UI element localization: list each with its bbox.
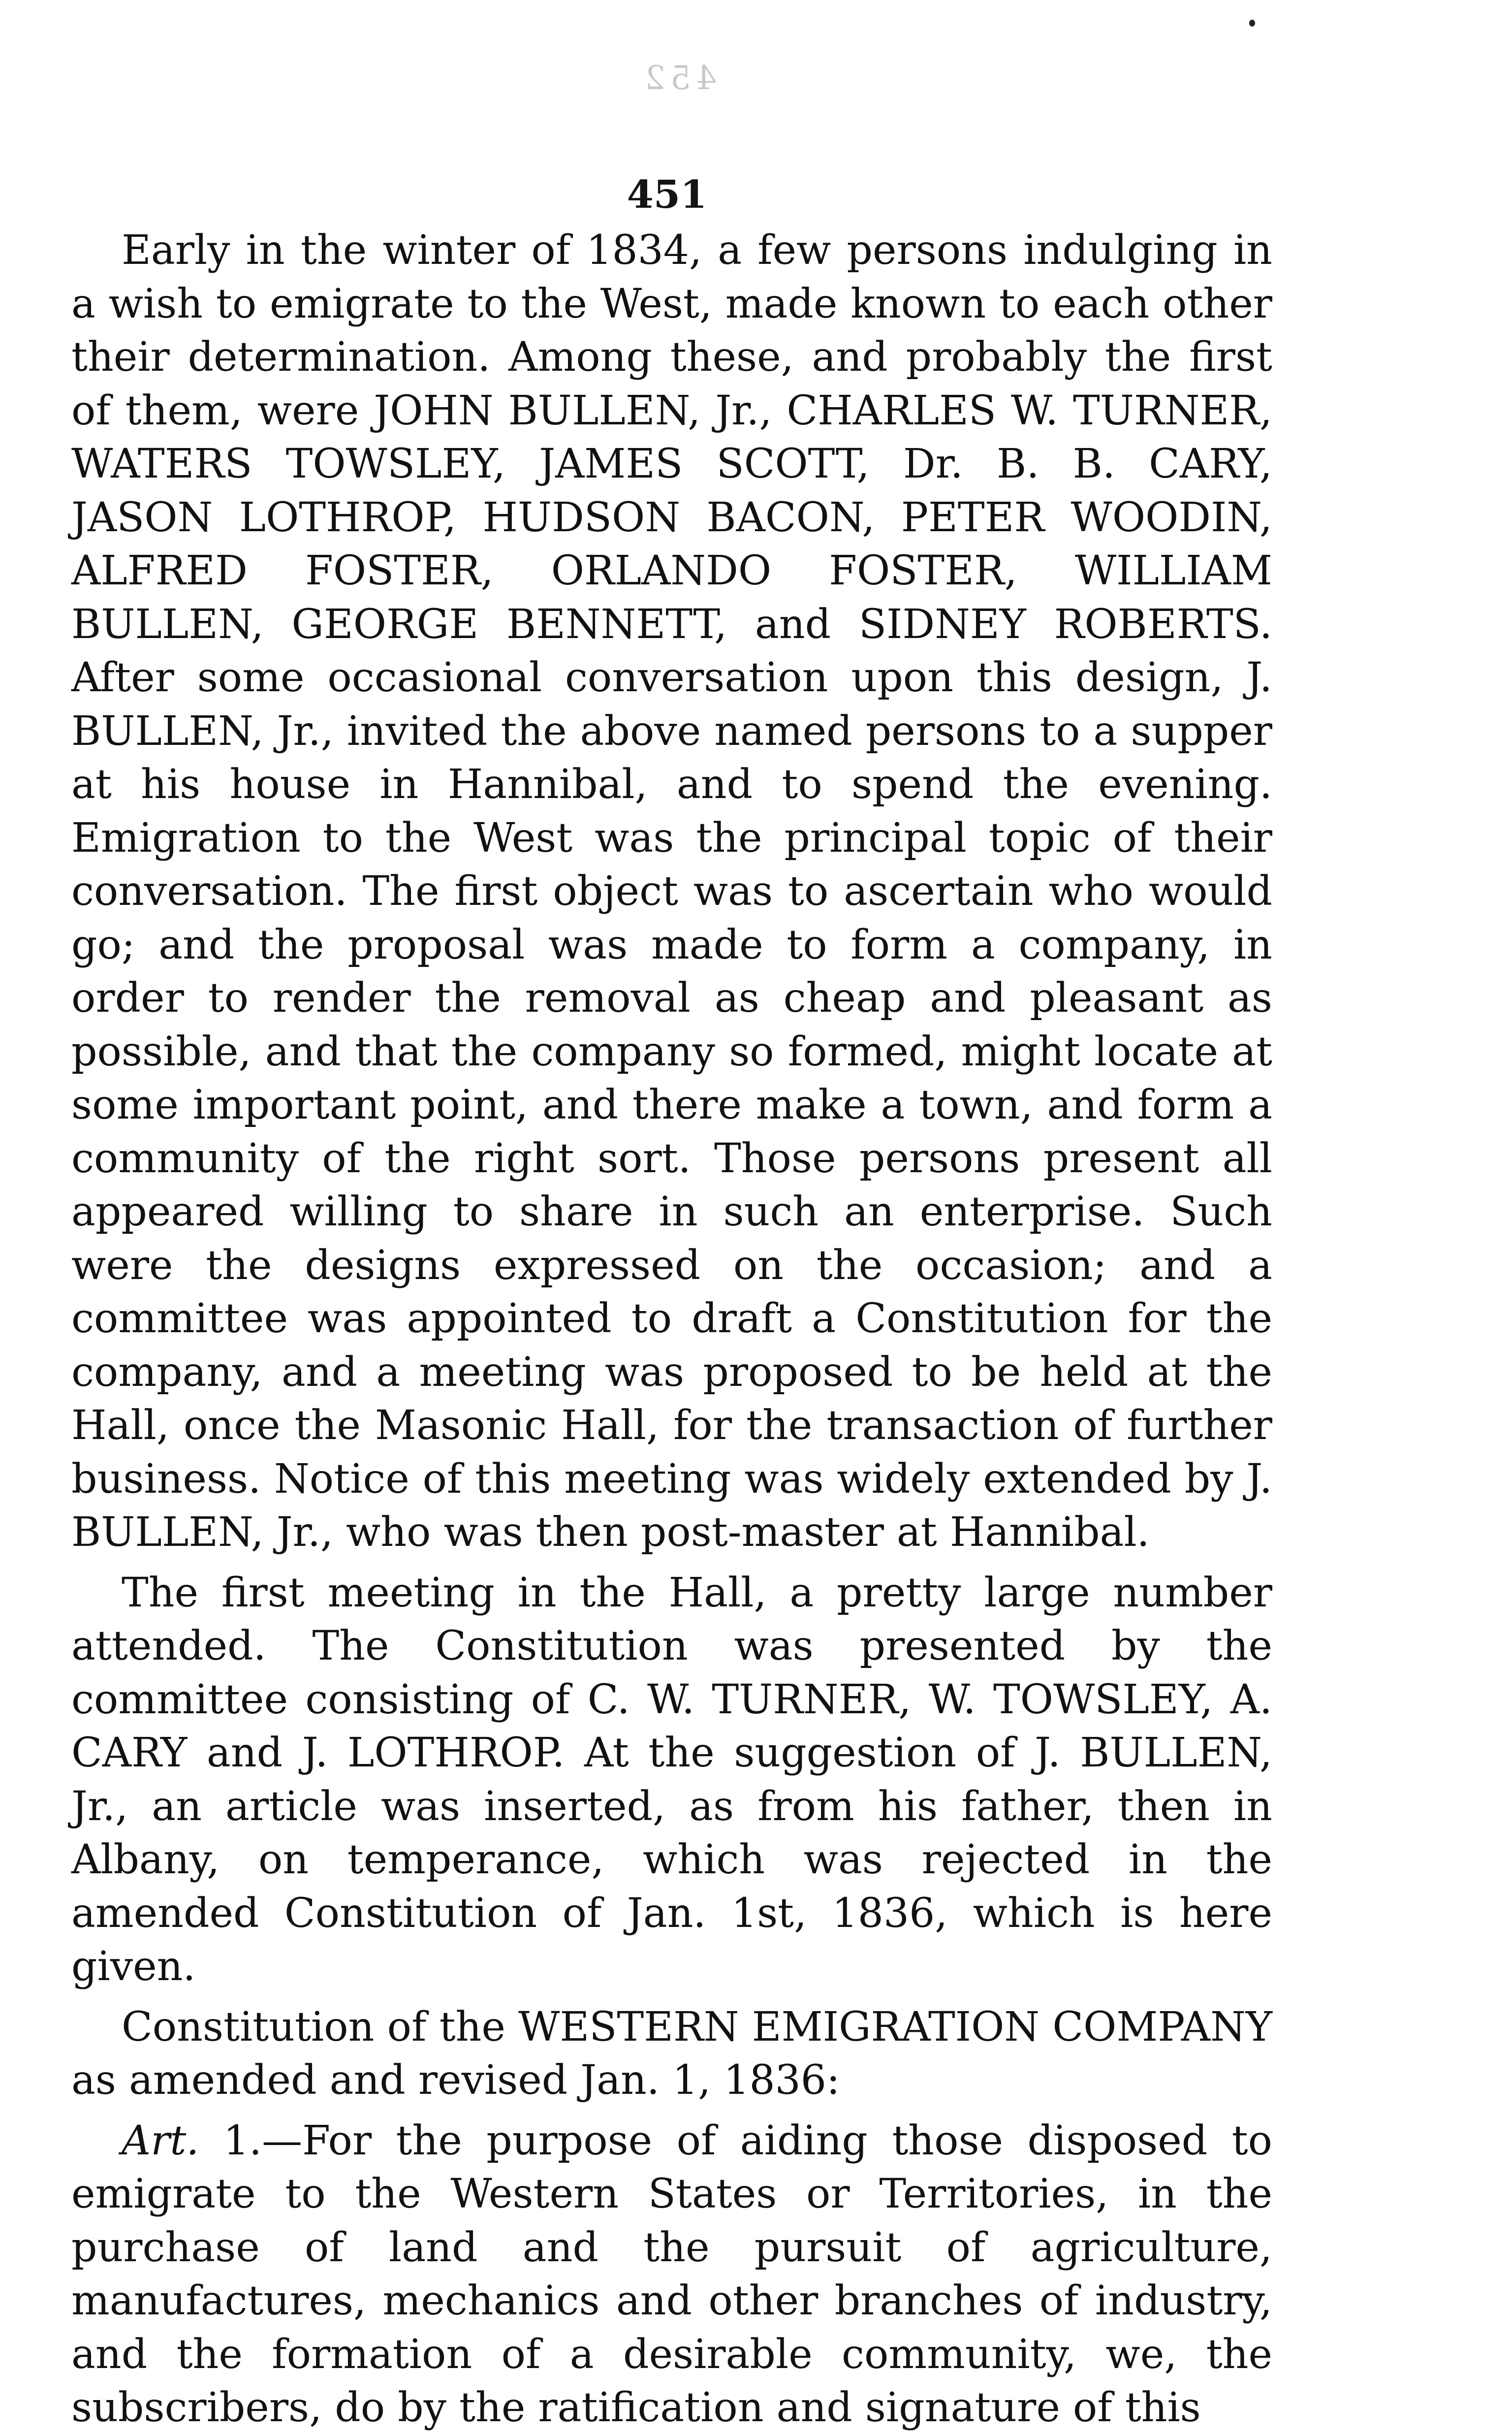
article-text: 1.—For the purpose of aiding those disposed to emigrate to the Western States or Territories, in the purchase of land and the pursuit of agriculture, manufactures, mechanics and other branches of industry, and the formation of a desirable community, we, the subscribers, do by the ratification and signature of this (71, 2117, 1272, 2431)
paragraph-first-meeting: The first meeting in the Hall, a pretty large number attended. The Constitution was presented by the committee consisting of C. W. TURNER, W. TOWSLEY, A. CARY and J. LOTHROP. At the suggestion of J. BULLEN, Jr., an article was inserted, as from his father, then in Albany, on temperance, which was rejected in the amended Constitution of Jan. 1st, 1836, which is here given. (71, 1569, 1272, 1990)
paragraph-article-1 (71, 2115, 1272, 2435)
paragraph-founders: Early in the winter of 1834, a few persons indulging in a wish to emigrate to the West, made known to each other their determination. Among these, and probably the first of them, were JOHN BULLEN, Jr., CHARLES W. TURNER, WATERS TOWSLEY, JAMES SCOTT, Dr. B. B. CARY, JASON LOTHROP, HUDSON BACON, PETER WOODIN, ALFRED FOSTER, ORLANDO FOSTER, WILLIAM BULLEN, GEORGE BENNETT, and SIDNEY ROBERTS. After some occasional conversation upon this design, J. BULLEN, Jr., invited the above named persons to a supper at his house in Hannibal, and to spend the evening. Emigration to the West was the principal topic of their conversation. The first object was to ascertain who would go; and the proposal was made to form a company, in order to render the removal as cheap and pleasant as possible, and that the company so formed, might locate at some important point, and there make a town, and form a community of the right sort. Those persons present all appeared willing to share in such an enterprise. Such were the designs expressed on the occasion; and a committee was appointed to draft a Constitution for the company, and a meeting was proposed to be held at the Hall, once the Masonic Hall, for the transaction of further business. Notice of this meeting was widely extended by J. BULLEN, Jr., who was then post-master at Hannibal. (71, 227, 1272, 1556)
body-text (71, 224, 1272, 2435)
bleed-through-page-number: 452 (640, 59, 717, 97)
paragraph-constitution-heading: Constitution of the WESTERN EMIGRATION COMPANY as amended and revised Jan. 1, 1836: (71, 2003, 1272, 2104)
ink-speck (1249, 20, 1255, 27)
article-label: Art. (122, 2117, 199, 2164)
page-number: 451 (627, 172, 707, 217)
